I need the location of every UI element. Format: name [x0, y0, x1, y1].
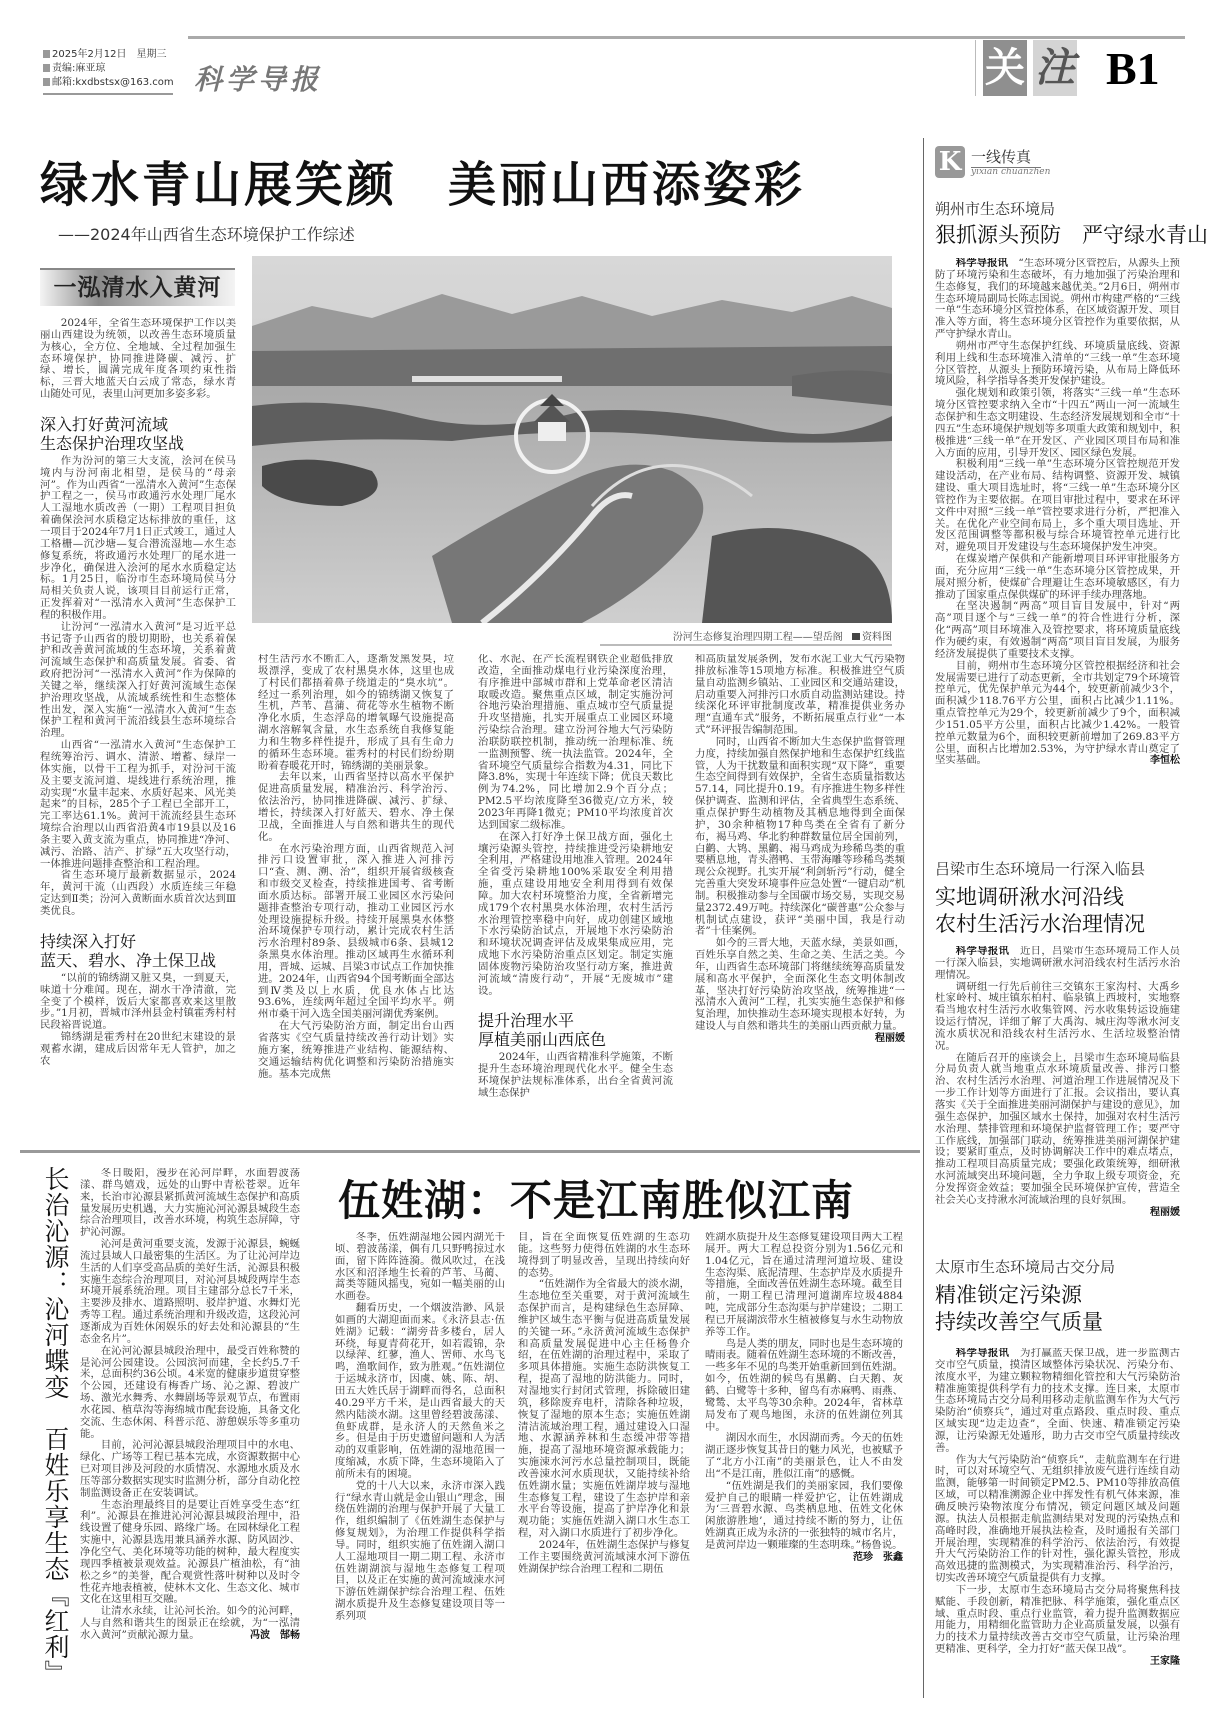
paragraph: 科学导报讯 为打赢蓝天保卫战，进一步监测古交市空气质量，摸清区域整体污染状况、污染分布、浓度水平，为建立颗粒物精细化管控和大气污染防治精准施策提供科学有力的技术支撑。连日来，太原市生态环境局古交分局利用移动走航监测车作为大气污染防治“侦察兵”，通过对重点路段、重点时段、重点区域实现“边走边查”，全面、快速、精准锁定污染源，让污染源无处遁形，助力古交市空气质量持续改善。: [935, 1348, 1180, 1454]
paragraph: 化、水泥、在产长流程钢铁企业超低排放改造，全面推动煤电行业污染深度治理，有序推进中部城市群和上党革命老区清洁取暖改造。聚焦重点区域，制定实施汾河谷地污染治理措施、重点城市空气质量提升攻坚措施，扎实开展重点工业园区环境污染综合治理。建立汾河谷地大气污染防治联防联控机制，推动统一治理标准、统一监测预警、统一执法监管。2024年，全省环境空气质量综合指数为4.31，同比下降3.8%，实现十年连续下降；优良天数比例为74.2%，同比增加2.9个百分点；PM2.5平均浓度降至36微克/立方米，较2023年再降1微克；PM10平均浓度首次达到国家二级标准。: [478, 654, 673, 831]
paragraph: 科学导报讯 近日，吕梁市生态环境局工作人员一行深入临县，实地调研湫水河沿线农村生活污水治理情况。: [935, 946, 1180, 981]
byline: 程丽媛: [1150, 1206, 1180, 1218]
section-char-1: 关: [983, 40, 1027, 96]
bottom-section-rule: [20, 1150, 920, 1153]
section-banner-text: 一泓清水入黄河: [53, 274, 222, 301]
paragraph: 2024年，山西省精准科学施策，不断提升生态环境治理现代化水平。健全生态环境保护法规标准体系，出台全省黄河流域生态保护: [478, 1051, 673, 1099]
paragraph: 积极利用“三线一单”生态环境分区管控规范开发建设活动，在产业布局、结构调整、资源开发、城镇建设、重大项目选址时，将“三线一单”生态环境分区管控作为主要依据。在项目审批过程中，要求在环评文件中对照“三线一单”管控要求进行分析，严把准入关。在优化产业空间布局上，多个重大项目选址、开发区范围调整等都积极与综合环境管控单元进行比对，避免项目开发建设与生态环境保护发生冲突。: [935, 458, 1180, 554]
paragraph: 强化规划和政策引领，将落实“三线一单”生态环境分区管控要求纳入全市“十四五”两山一河一流域生态保护和生态文明建设、生态经济发展规划和全市“十四五”生态环境保护规划等多项重大政策和规划中，积极推进“三线一单”在开发区、产业园区项目布局和准入方面的应用，引导开发区、园区绿色发展。: [935, 387, 1180, 459]
byline: 程丽媛: [875, 1033, 905, 1044]
article-org: 太原市生态环境局古交分局: [935, 1258, 1116, 1276]
qinyuan-headline-vertical: 长治沁源：沁河蝶变 百姓乐享生态『红利』: [41, 1166, 70, 1686]
newspaper-logo: 科学导报: [194, 63, 323, 96]
paragraph: 村生活污水不断汇入，逐渐发黑发臭，垃圾漂浮，变成了农村黑臭水体，这里也成了村民们都捂着鼻子绕道走的“臭水坑”。经过一系列治理，如今的锦绣湖又恢复了生机，芦苇、菖蒲、荷花等水生植物不断净化水质，生态浮岛的增氧曝气设施提高湖水溶解氧含量，水生态系统自我修复能力和生物多样性提升，形成了具有生命力的循环生态环境。霍秀村的村民们纷纷期盼着春暖花开时，锦绣湖的美丽景象。: [258, 654, 454, 772]
article-org: 吕梁市生态环境局一行深入临县: [935, 860, 1146, 878]
lead-headline: 绿水青山展笑颜 美丽山西添姿彩: [40, 157, 806, 213]
editor: 责编:麻亚琼: [43, 62, 173, 76]
article-headline: 实地调研湫水河沿线 农村生活污水治理情况: [935, 885, 1145, 936]
paragraph: 如今的三晋大地，天蓝水绿，美景如画，百姓乐享自然之美、生命之美、生活之美。今年，山西省生态环境部门将继续统筹高质量发展和高水平保护，全面深化生态文明体制改革，坚决打好污染防治攻坚战，统筹推进“一泓清水入黄河”工程，扎实实施生态保护和修复治理，加快推动生态环境实现根本好转，为建设人与自然和谐共生的美丽山西贡献力量。 程丽媛: [695, 937, 905, 1044]
paragraph: 姓湖水质提升及生态修复建设项目两大工程展开。两大工程总投资分别为1.56亿元和1.04亿元，旨在通过清理河道垃圾、建设生态沟渠、底泥清理、生态护岸及水质提升等措施，全面改善伍姓湖生态环境。截至目前，一期工程已清理河道湖库垃圾4884吨，完成部分生态沟渠与护岸建设；二期工程已开展湖滨带水生植被修复与水生动物放养等工作。: [705, 1232, 903, 1338]
section-logo-yixian-chuanzhen: [935, 146, 1180, 182]
paragraph: 党的十八大以来，永济市深入践行“绿水青山就是金山银山”理念，围绕伍姓湖的治理与保护开展了大量工作，组织编制了《伍姓湖生态保护与修复规划》，为治理工作提供科学指导。同时，组织实施了伍姓湖入湖口人工湿地项目一期二期工程、永济市伍姓湖湖滨与湿地生态修复工程项目，以及正在实施的黄河流域涑水河下游伍姓湖保护综合治理工程、伍姓湖水质提升及生态修复建设项目等一系列项: [335, 1479, 505, 1622]
lead-column-2: [478, 654, 673, 1142]
k-logo-icon: K: [935, 146, 965, 178]
paragraph: 朔州市严守生态保护红线、环境质量底线、资源利用上线和生态环境准入清单的“三线一单”生态环境分区管控，从源头上预防环境污染，从布局上降低环境风险，科学指导各类开发保护建设。: [935, 339, 1180, 388]
paragraph: 在煤炭增产保供和产能新增项目环评审批服务方面，充分应用“三线一单”生态环境分区管控成果，开展对照分析，使煤矿合理避让生态环境敏感区，有力推动了国家重点保供煤矿的环评手续办理落地。: [935, 553, 1180, 601]
subheading: 深入打好黄河流域 生态保护治理攻坚战: [40, 414, 185, 453]
paragraph: 2024年，全省生态环境保护工作以美丽山西建设为统领，以改善生态环境质量为核心，全方位、全地域、全过程加强生态环境保护，协同推进降碳、减污、扩绿、增长，圆满完成年度各项约束性指标，三晋大地蓝天白云成了常态，绿水青山随处可见，表里山河更加多姿多彩。: [40, 318, 236, 401]
masthead-rule: [188, 36, 1185, 39]
section-label: [975, 40, 1077, 96]
wuxinghu-headline: 伍姓湖：不是江南胜似江南: [338, 1176, 855, 1225]
article-gujiao: [935, 1348, 1180, 1692]
article-shuozhou: [935, 258, 1180, 840]
paragraph: 科学导报讯 “生态环境分区管控后，从源头上预防了环境污染和生态破坏，有力地加强了污染治理和生态修复，我们的环境越来越优美。”2月6日，朔州市生态环境局副局长陈志国说。朔州市构建严格的“三线一单”生态环境分区管控体系，在区域资源开发、项目准入等方面，将生态环境分区管控作为重要依据，从严守护绿水青山。: [935, 258, 1180, 341]
paragraph: 鸟是人类的朋友，同时也是生态环境的晴雨表。随着伍姓湖生态环境的不断改善，一些多年不见的鸟类开始重新回到伍姓湖。如今，伍姓湖的候鸟有黑鹳、白天鹅、灰鹤、白鹭等十多种，留鸟有赤麻鸭、雨燕、鹭鸶、太平鸟等30余种。2024年，省林草局发布了观鸟地图，永济的伍姓湖位列其中。: [705, 1337, 903, 1433]
paragraph: “以前的锦绣湖又脏又臭，一到夏天，味道十分难闻。现在，湖水干净清澈，完全变了个模样，饭后大家都喜欢来这里散步。”1月初，晋城市泽州县金村镇霍秀村村民段裕晋说道。: [40, 971, 236, 1032]
paragraph: 在坚决遏制“两高”项目盲目发展中，针对“两高”项目逐个与“三线一单”的符合性进行分析，深化“两高”项目环境准入及管控要求，将环境质量底线作为硬约束，有效遏制“两高”项目盲目发展，为服务经济发展提供了重要技术支撑。: [935, 600, 1180, 660]
paragraph: 作为大气污染防治“侦察兵”，走航监测车在行进时，可以对环境空气、无组织排放废气进行连续自动监测，能够第一时间锁定PM2.5、PM10等排放高值区域，可以精准溯源企业中挥发性有机气体来源，准确反映污染物浓度分布情况，锁定问题区域及问题源。执法人员根据走航监测结果对发现的污染热点和高峰时段，准确地开展执法检查，及时通报有关部门开展治理，实现精准的科学治污、依法治污，有效提升大气污染防治工作的针对性，强化源头管控，形成高效迅捷的监测模式，为实现精准治污、科学治污，切实改善环境空气质量提供有力支撑。: [935, 1453, 1180, 1585]
right-column-divider: [923, 138, 924, 1698]
paragraph: 冬季，伍姓湖湿地公园内湖光千顷、碧波荡漾，偶有几只野鸭掠过水面，留下阵阵涟漪。微风吹过，在浅水区和沼泽地生长着的芦苇、马蔺、蒿类等随风摇曳，宛如一幅美丽的山水画卷。: [335, 1232, 505, 1303]
paragraph: 去年以来，山西省坚持以高水平保护促进高质量发展，精准治污、科学治污、依法治污，协同推进降碳、减污、扩绿、增长，持续深入打好蓝天、碧水、净土保卫战，全面推进人与自然和谐共生的现代化。: [258, 771, 454, 843]
paragraph: 在水污染治理方面，山西省规范入河排污口设置审批，深入推进入河排污口“查、测、溯、治”，组织开展省级核查和市级交叉检查，持续推进国考、省考断面水质达标。部署开展工业园区水污染问题排查整治专项行动，推动工业园区污水处理设施提标升级。持续开展黑臭水体整治环境保护专项行动，累计完成农村生活污水治理村89条、县级城市6条、县城12条黑臭水体治理。推动区域再生水循环利用，晋城、运城、吕梁3市试点工作加快推进。2024年，山西省94个国考断面全部达到Ⅳ类及以上水质，优良水体占比达93.6%，连续两年超过全国平均水平。朔州市桑干河入选全国美丽河湖优秀案例。: [258, 842, 454, 1021]
paragraph: 在随后召开的座谈会上，吕梁市生态环境局临县分局负责人就当地重点水环境质量改善、排污口整治、农村生活污水治理、河道治理工作进展情况及下一步工作计划等方面进行了汇报。会议指出，要认真落实《关于全面推进美丽河湖保护与建设的意见》，加强生态保护，加强区域水土保持，加强对农村生活污水治理、禁排管理和环境保护监督管理工作；要严守工作底线，加强部门联动，统筹推进美丽河湖保护建设；要紧盯重点，及时协调解决工作中的难点堵点，推动工程项目高质量完成；要强化政策统筹，细研湫水河流域突出环境问题，全力争取上级专项资金，充分发挥资金效益；要加强全民环境保护宣传，营造全社会关心支持湫水河流域治理的良好氛围。 程丽媛: [935, 1051, 1180, 1218]
lead-subtitle: ——2024年山西省生态环境保护工作综述: [58, 225, 355, 244]
paragraph: 省生态环境厅最新数据显示，2024年，黄河干流（山西段）水质连续三年稳定达到Ⅱ类；汾河入黄断面水质首次达到Ⅲ类优良。: [40, 869, 236, 917]
wuxinghu-column-1: [335, 1232, 505, 1692]
lead-column-1: [258, 654, 454, 1142]
paragraph: 作为汾河的第三大支流，浍河在侯马境内与汾河南北相望，是侯马的“母亲河”。作为山西省“一泓清水入黄河”生态保护工程之一，侯马市政通污水处理厂尾水人工湿地水质改善（一期）工程项目担负着确保浍河水质稳定达标排放的重任，这一项目于2024年7月1日正式竣工，通过人工格栅—沉沙塘—复合潜流湿地—水生态修复系统，将政通污水处理厂的尾水进一步净化，确保进入浍河的尾水水质稳定达标。1月25日，临汾市生态环境局侯马分局相关负责人说，该项目目前运行正常，正发挥着对“一泓清水入黄河”生态保护工程的积极作用。: [40, 454, 236, 621]
paragraph: 生态治理最终目的是要让百姓享受生态“红利”。沁源县在推进沁河沁源县城段治理中，沿线设置了健身乐园、路缘广场。在园林绿化工程实施中，沁源县选用兼具涵养水源、防风固沙、净化空气、美化环境等功能的树种，最大程度实现四季植被景观效益。沁源县广植油松，有“油松之乡”的美誉，配合观赏性落叶树种以及时令性花卉地表植被，使林木文化、生态文化、城市文化在这里相互交融。: [80, 1498, 300, 1606]
paragraph: 湖因水而生，水因湖而秀。今天的伍姓湖正逐步恢复其昔日的魅力风光，也被赋予了“北方小江南”的美丽景色，让人不由发出“不是江南，胜似江南”的感慨。: [705, 1432, 903, 1480]
page-number: B1: [1106, 43, 1160, 94]
wuxinghu-column-3: [705, 1232, 903, 1692]
photo-credit: 资料图: [862, 632, 892, 643]
paragraph: 下一步，太原市生态环境局古交分局将聚焦科技赋能、手段创新，精准把脉、科学施策，强化重点区域、重点时段、重点行业监管，着力提升监测数据应用能力，用精细化监管助力企业高质量发展，以强有力的技术力量持续改善古交市空气质量，让污染治理更精准、更科学，全力打好“蓝天保卫战”。 王家隆: [935, 1583, 1180, 1667]
paragraph: 在大气污染防治方面，制定出台山西省落实《空气质量持续改善行动计划》实施方案，统筹推进产业结构、能源结构、交通运输结构优化调整和污染防治措施实施。基本完成焦: [258, 1020, 454, 1080]
paragraph: “伍姓湖作为全省最大的淡水湖，生态地位至关重要，对于黄河流域生态保护而言，是构建绿色生态屏障、维护区域生态平衡与促进高质量发展的关键一环。”永济黄河流域生态保护和高质量发展促进中心主任杨鲁介绍，在伍姓湖的治理过程中，采取了多项具体措施。实施生态防洪恢复工程，提高了湿地的防洪能力。同时，对湿地实行封闭式管理，拆除破旧建筑，移除废弃电杆，清除各种垃圾，恢复了湿地的原本生态；实施伍姓湖清洁流域治理工程，通过建设入口湿地、水源涵养林和生态缓冲带等措施，提高了湿地环境资源承载能力；实施涑水河污水总量控制项目，既能改善涑水河水质现状，又能持续补给伍姓湖水量；实施伍姓湖岸坡与湿地生态修复工程，建设了生态护岸和亲水平台等设施，提高了护岸净化和景观功能；实施伍姓湖入湖口水生态工程，对入湖口水质进行了初步净化。: [518, 1278, 690, 1540]
lead-photo: [252, 256, 892, 623]
paragraph: 冬日暖阳，漫步在沁河岸畔，水面碧波荡漾、群鸟嬉戏，远处的山野中青松苍翠。近年来，长治市沁源县紧抓黄河流域生态保护和高质量发展历史机遇，大力实施沁河沁源县城段生态综合治理项目，改善水环境，构筑生态屏障，守护沁河源。: [80, 1168, 300, 1239]
paragraph: 在沁河沁源县城段治理中，最受百姓称赞的是沁河公园建设。公园滨河而建，全长约5.7千米，总面积约36公顷。4米宽的健康步道贯穿整个公园，还建设有梅香广场、沁之源、碧波广场、激光水舞秀、水舞剧场等景观节点，布置雨水花园、植草沟等海绵城市配套设施，具备文化交流、生态休闲、科普示范、游憩娱乐等多重功能。: [80, 1344, 300, 1440]
subheading: 持续深入打好 蓝天、碧水、净土保卫战: [40, 931, 217, 970]
article-org: 朔州市生态环境局: [935, 200, 1056, 218]
wuxinghu-column-2: [518, 1232, 690, 1692]
section-banner: [40, 268, 235, 306]
section-char-2: 注: [1033, 40, 1077, 96]
byline: 李恒松: [1150, 755, 1180, 767]
paragraph: 同时，山西省不断加大生态保护监督管理力度，持续加强自然保护地和生态保护红线监管，人为干扰数量和面积实现“双下降”，重要生态空间得到有效保护，全省生态质量指数达57.14，同比提升0.19。有序推进生物多样性保护调查、监测和评估，全省典型生态系统、重点保护野生动植物及其栖息地得到全面保护，30余种植物17种鸟类在全省有了新分布，褐马鸡、华北豹种群数量位居全国前列，白鹳、大鸨、黑鹳、褐马鸡成为珍稀鸟类的重要栖息地，青头潜鸭、玉带海雕等珍稀鸟类频现公众视野。扎实开展“利剑斩污”行动，健全完善重大突发环境事件应急处置“一键启动”机制。积极推动参与全国碳市场交易，实现交易量2372.49万吨。持续深化“碳普惠”公众参与机制试点建设，获评“美丽中国，我是行动者”十佳案例。: [695, 735, 905, 938]
byline: 范珍 张鑫: [853, 1551, 903, 1563]
article-headline: 精准锁定污染源 持续改善空气质量: [935, 1283, 1103, 1334]
subheading: 提升治理水平 厚植美丽山西底色: [478, 1011, 607, 1050]
paragraph: 目，旨在全面恢复伍姓湖的生态功能。这些努力使得伍姓湖的水生态环境得到了明显改善，呈现出持续向好的态势。: [518, 1232, 690, 1279]
paragraph: 让清水永续，让沁河长治。如今的沁河畔，人与自然和谐共生的图景正在绘就，为“一泓清水入黄河”贡献沁源力量。 冯波 郜畅: [80, 1605, 300, 1641]
byline: 冯波 郜畅: [250, 1629, 300, 1641]
lead-column-3: [695, 654, 905, 1142]
qinyuan-article: [80, 1168, 300, 1692]
paragraph: 沁河是黄河重要支流，发源于沁源县，蜿蜒流过县域人口最密集的生活区。为了让沁河岸边生活的人们享受高品质的美好生活，沁源县积极实施生态综合治理项目，对沁河县城段两岸生态环境开展系统治理。项目主建部分总长7千米，主要涉及排水、道路照明、驳岸护道、水舞灯光秀等工程。通过系统治理和升级改造，这段沁河逐渐成为百姓休闲娱乐的好去处和沁源县的“生态金名片”。: [80, 1238, 300, 1345]
article-headline: 狠抓源头预防 严守绿水青山: [935, 223, 1208, 247]
paragraph: 调研组一行先后前往三交镇东王家沟村、大禹乡杜家岭村、城庄镇东柏村、临泉镇上西坡村，实地察看当地农村生活污水收集管网、污水收集转运设施建设运行情况，详细了解了大禹沟、城庄沟等湫水河支流水质状况和沿线农村生活污水、生活垃圾整治情况。: [935, 980, 1180, 1052]
paragraph: 锦绣湖是霍秀村在20世纪末建设的景观蓄水湖，建成后因常年无人管护，加之农: [40, 1031, 236, 1067]
section-pinyin: yixian chuanzhen: [971, 167, 1051, 177]
paragraph: 和高质量发展条例，发布水泥工业大气污染物排放标准等15项地方标准。积极推进空气质量自动监测乡镇站、工业园区和交通站建设，启动重要入河排污口水质自动监测站建设。持续深化环评审批制度改革，精准提供业务办理“直通车式”服务，不断拓展重点行业“一本式”环评报告编制范围。: [695, 654, 905, 737]
lead-left-column: [40, 318, 236, 1142]
paragraph: 山西省“一泓清水入黄河”生态保护工程统筹治污、调水、清淤、增蓄、绿岸一体实施，以骨干工程为抓手，对汾河干流及主要支流河道、堤线进行系统治理，推动实现“水量丰起来、水质好起来、风光美起来”的目标，285个子工程已全部开工，完工率达61.1%。黄河干流流经县生态环境综合治理以山西省沿黄4市19县以及16条主要入黄支流为重点，协同推进“净河、减污、治路、洁产、扩绿”五大攻坚行动，一体推进问题排查整治和工程治理。: [40, 739, 236, 870]
masthead-info: [43, 48, 173, 95]
paragraph: 翻看历史，一个烟波浩渺、风景如画的大湖迎面而来。《永济县志·伍姓湖》记载：“湖旁昔多楼台，居人环绕，每夏青荷花开，如若霞锦，杂以绿萍、红蓼，渔人、罟师、水鸟飞鸣，渔歌间作，致为胜观。”伍姓湖位于运城永济市，因虞、姚、陈、胡、田五大姓氏居于湖畔而得名，总面积40.29平方千米，是山西省最大的天然内陆淡水湖。这里曾经碧波荡漾、鱼虾成群，是永济人的天然鱼米之乡。但是由于历史遗留问题和人为活动的双重影响，伍姓湖的湿地范围一度缩减，水质下降，生态环境陷入了前所未有的困境。: [335, 1302, 505, 1480]
section-title: 一线传真: [971, 146, 1041, 168]
paragraph: 在深入打好净土保卫战方面，强化土壤污染源头管控，持续推进受污染耕地安全利用，严格建设用地准入管理。2024年全省受污染耕地100%采取安全利用措施，重点建设用地安全利用得到有效保障。加大农村环境整治力度，全省新增完成179个农村黑臭水体治理，农村生活污水治理管控率稳中向好，成功创建区域地下水污染防治试点，开展地下水污染防治和环境状况调查评估及成果集成应用，完成地下水污染防治重点区划定。制定实施固体废物污染防治攻坚行动方案，推进黄河流域“清废行动”，开展“无废城市”建设。: [478, 830, 673, 997]
byline: 王家隆: [1150, 1655, 1180, 1667]
paragraph: “伍姓湖是我们的美丽家园，我们要像爱护自己的眼睛一样爱护它，让伍姓湖成为‘三晋碧水源、鸟类栖息地、伍姓文化休闲旅游胜地’，通过持续不断的努力，让伍姓湖真正成为永济的一张独特的城市名片，是黄河岸边一颗璀璨的生态明珠。”杨鲁说。 范珍 张鑫: [705, 1479, 903, 1563]
paragraph: 2024年，伍姓湖生态保护与修复工作主要围绕黄河流域涑水河下游伍姓湖保护综合治理工程和二期伍: [518, 1538, 690, 1575]
paragraph: 目前，朔州市生态环境分区管控根据经济和社会发展需要已进行了动态更新，全市共划定79个环境管控单元，优先保护单元为44个，较更新前减少3个，面积减少118.76平方公里，面积占比减少1.11%。重点管控单元为29个，较更新前减少了9个，面积减少151.05平方公里，面积占比减少1.42%。一般管控单元数量为6个，面积较更新前增加了269.83平方公里，面积占比增加2.53%，为守护绿水青山奠定了坚实基础。 李恒松: [935, 659, 1180, 767]
issue-date: 2025年2月12日 星期三: [43, 48, 173, 62]
photo-caption-text: 汾河生态修复治理四期工程——望岳阁: [672, 632, 843, 643]
camera-icon: [852, 633, 860, 640]
paragraph: 目前，沁河沁源县城段治理项目中的水电、绿化、广场等工程已基本完成，水资源数据中心已对项目涉及河段的水质情况、水源地水质及水压等部分数据实现实时监测分析，部分自动化控制监测设备正在安装调试。: [80, 1439, 300, 1499]
paragraph: 让汾河“一泓清水入黄河”是习近平总书记寄予山西省的殷切期盼，也关系着保护和改善黄河流域的生态环境，关系着黄河流域生态保护和高质量发展。省委、省政府把汾河“一泓清水入黄河”作为保障的关键之举，继续深入打好黄河流域生态保护治理攻坚战，从流域系统性和生态整体性出发，深入实施“一泓清水入黄河”生态保护工程和黄河干流沿线县生态环境综合治理。: [40, 620, 236, 740]
article-lvliang: [935, 946, 1180, 1246]
photo-caption: [600, 628, 892, 646]
email: 邮箱:kxdbstsx@163.com: [43, 76, 173, 90]
wetland-pavilion-photo: [252, 256, 892, 623]
